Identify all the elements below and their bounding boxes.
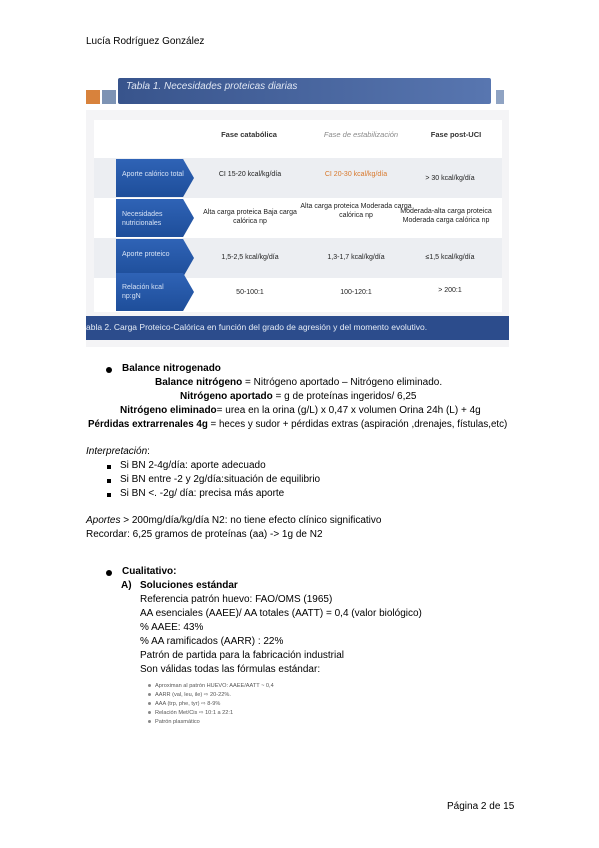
formula-term: Balance nitrógeno (155, 377, 243, 388)
formula-term: Pérdidas extrarrenales 4g (88, 419, 208, 430)
table-cell: Alta carga proteica Baja carga calórica np (203, 209, 297, 225)
aportes-label: Aportes (86, 515, 121, 526)
formula-text: = urea en la orina (g/L) x 0,47 x volumen Orina 24h (L) + 4g (216, 405, 481, 416)
table-cell: > 30 kcal/kg/día (425, 175, 475, 182)
table-body (94, 120, 502, 312)
column-header: Fase post-UCI (430, 130, 482, 139)
text-line: % AA ramificados (AARR) : 22% (140, 636, 284, 647)
mini-item-text: Patrón plasmático (155, 719, 200, 725)
list-item: Si BN entre -2 y 2g/día:situación de equilibrio (120, 474, 321, 485)
cell-text-accent: CI 20-30 kcal/kg/día (324, 171, 388, 178)
dot-icon (148, 684, 151, 687)
table-cell: 100-120:1 (340, 289, 372, 296)
sub-letter: A) (121, 580, 132, 591)
mini-item-text: Relación Met/Cis ⇨ 10:1 a 22:1 (155, 710, 234, 716)
formula-line (120, 405, 481, 417)
text-line: Patrón de partida para la fabricación industrial (140, 650, 345, 661)
formula-line (88, 419, 507, 431)
mini-item-text: AARR (val, leu, ile) ⇨ 20-22%. (155, 692, 231, 698)
mini-list-item (148, 701, 220, 708)
text-line: AA esenciales (AAEE)/ AA totales (AATT) = 0,4 (valor biológico) (140, 608, 422, 619)
formula-text: = heces y sudor + pérdidas extras (aspiración ,drenajes, fístulas,etc) (207, 419, 508, 430)
mini-item-text: AAA (trp, phe, tyr) ⇨ 8-9% (155, 701, 221, 707)
table-cell: 1,5-2,5 kcal/kg/día (221, 254, 279, 261)
interpretation-label: Interpretación (86, 446, 148, 457)
mini-item-text: Aproximan al patrón HUEVO: AAEE/AATT ~ 0,4 (155, 683, 274, 689)
recordar-line: Recordar: 6,25 gramos de proteínas (aa) -> 1g de N2 (86, 529, 323, 540)
dot-icon (148, 693, 151, 696)
mini-list-item (148, 719, 200, 726)
table-cell: Moderada-alta carga proteica Moderada carga calórica np (400, 208, 492, 224)
list-item: Si BN <. -2g/ día: precisa más aporte (120, 488, 285, 499)
column-header: Fase catabólica (221, 130, 277, 139)
section-heading: Balance nitrogenado (122, 363, 221, 374)
mini-list-item (148, 692, 231, 699)
table2-title: abla 2. Carga Proteico-Calórica en función del grado de agresión y del momento evolutivo. (86, 322, 428, 332)
text-line: Referencia patrón huevo: FAO/OMS (1965) (140, 594, 333, 605)
square-bullet-icon (107, 493, 111, 497)
protein-table-image (86, 72, 509, 347)
table-cell: Alta carga proteica Moderada carga calórica np (300, 203, 412, 219)
table-cell: ≤1,5 kcal/kg/día (425, 254, 475, 261)
row-label: Aporte proteico (122, 251, 170, 258)
table-cell: 1,3-1,7 kcal/kg/día (327, 254, 385, 261)
bullet-icon (106, 570, 112, 576)
page-number: Página 2 de 15 (447, 801, 515, 812)
formula-line (155, 377, 442, 389)
text-line: Son válidas todas las fórmulas estándar: (140, 664, 321, 675)
row-label: Relación kcal np:gN (122, 284, 164, 300)
formula-line (180, 391, 417, 403)
square-bullet-icon (107, 479, 111, 483)
mini-list-item (148, 710, 233, 717)
colon: : (147, 446, 150, 457)
interpretation-heading (86, 446, 150, 458)
text-line: % AAEE: 43% (140, 622, 204, 633)
row-label: Aporte calórico total (122, 171, 184, 178)
orange-square-decoration (86, 90, 100, 104)
dot-icon (148, 720, 151, 723)
aa-pattern-image (148, 683, 368, 733)
formula-term: Nitrógeno eliminado (120, 405, 217, 416)
sub-heading: Soluciones estándar (140, 580, 238, 591)
formula-text: = g de proteínas ingeridos/ 6,25 (272, 391, 417, 402)
aportes-text: > 200mg/día/kg/día N2: no tiene efecto clínico significativo (120, 515, 382, 526)
dot-icon (148, 711, 151, 714)
right-square-decoration (496, 90, 504, 104)
list-item: Si BN 2-4g/día: aporte adecuado (120, 460, 266, 471)
table1-title: Tabla 1. Necesidades proteicas diarias (126, 81, 298, 92)
dot-icon (148, 702, 151, 705)
formula-text: = Nitrógeno aportado – Nitrógeno eliminado. (242, 377, 443, 388)
table-cell: 50-100:1 (236, 289, 264, 296)
aportes-line (86, 515, 381, 527)
table-cell: CI 15-20 kcal/kg/día (218, 171, 282, 178)
square-bullet-icon (107, 465, 111, 469)
author-name: Lucía Rodríguez González (86, 36, 205, 47)
mini-list-item (148, 683, 274, 690)
section-heading: Cualitativo: (122, 566, 177, 577)
formula-term: Nitrógeno aportado (180, 391, 273, 402)
bullet-icon (106, 367, 112, 373)
row-label: Necesidades nutricionales (122, 211, 163, 227)
blue-square-decoration (102, 90, 116, 104)
column-header: Fase de estabilización (323, 130, 399, 139)
table-cell: > 200:1 (438, 287, 462, 294)
